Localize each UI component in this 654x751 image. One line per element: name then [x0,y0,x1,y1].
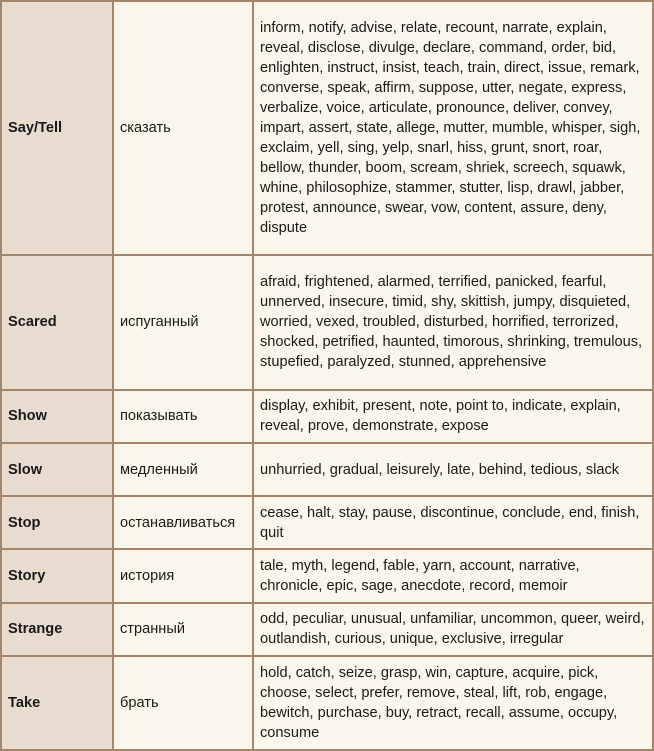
table-row [1,656,653,750]
russian-translation: история [113,549,253,602]
synonyms-list: odd, peculiar, unusual, unfamiliar, uncommon, queer, weird, outlandish, curious, unique, exclusive, irregular [253,603,653,656]
table-row [1,390,653,443]
russian-translation: брать [113,656,253,750]
synonyms-list: afraid, frightened, alarmed, terrified, panicked, fearful, unnerved, insecure, timid, shy, skittish, jumpy, disquieted, worried, vexed, troubled, disturbed, horrified, terrorized, shocked, petrified, haunted, timorous, shrinking, tremulous, stupefied, paralyzed, stunned, apprehensive [253,255,653,390]
english-word: Say/Tell [1,1,113,255]
russian-translation: сказать [113,1,253,255]
english-word: Take [1,656,113,750]
english-word: Strange [1,603,113,656]
table-row [1,443,653,496]
table-row [1,603,653,656]
table-row [1,1,653,255]
russian-translation: медленный [113,443,253,496]
table-row [1,549,653,602]
english-word: Story [1,549,113,602]
synonyms-list: hold, catch, seize, grasp, win, capture, acquire, pick, choose, select, prefer, remove, steal, lift, rob, engage, bewitch, purchase, buy, retract, recall, assume, occupy, consume [253,656,653,750]
russian-translation: испуганный [113,255,253,390]
table-row [1,496,653,549]
synonyms-list: unhurried, gradual, leisurely, late, behind, tedious, slack [253,443,653,496]
russian-translation: странный [113,603,253,656]
table-row [1,255,653,390]
synonyms-list: inform, notify, advise, relate, recount, narrate, explain, reveal, disclose, divulge, declare, command, order, bid, enlighten, instruct, insist, teach, train, direct, issue, remark, converse, speak, affirm, suppose, utter, negate, express, verbalize, voice, articulate, pronounce, deliver, convey, impart, assert, state, allege, mutter, mumble, whisper, sigh, exclaim, yell, sing, yelp, snarl, hiss, grunt, snort, roar, bellow, thunder, boom, scream, shriek, screech, squawk, whine, philosophize, stammer, stutter, lisp, drawl, jabber, protest, announce, swear, vow, content, assure, deny, dispute [253,1,653,255]
russian-translation: показывать [113,390,253,443]
synonyms-list: cease, halt, stay, pause, discontinue, conclude, end, finish, quit [253,496,653,549]
english-word: Show [1,390,113,443]
synonyms-list: tale, myth, legend, fable, yarn, account, narrative, chronicle, epic, sage, anecdote, record, memoir [253,549,653,602]
english-word: Slow [1,443,113,496]
english-word: Scared [1,255,113,390]
english-word: Stop [1,496,113,549]
russian-translation: останавливаться [113,496,253,549]
synonyms-list: display, exhibit, present, note, point to, indicate, explain, reveal, prove, demonstrate, expose [253,390,653,443]
